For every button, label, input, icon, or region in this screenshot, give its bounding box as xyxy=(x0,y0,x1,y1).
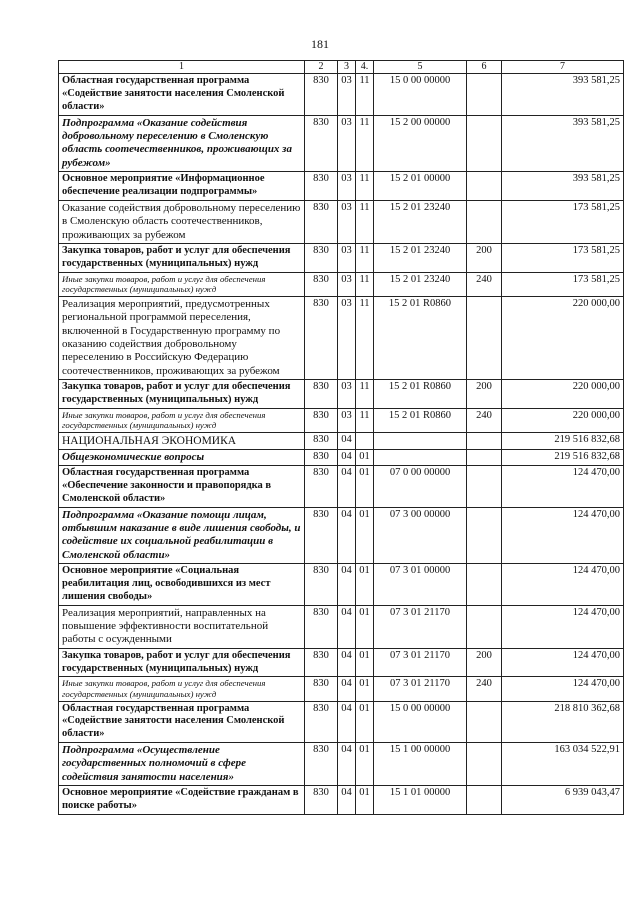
table-row xyxy=(59,172,624,201)
expense-type-cell: 240 xyxy=(467,272,502,296)
admin-code-cell: 830 xyxy=(305,466,338,507)
expense-type-cell: 200 xyxy=(467,648,502,677)
admin-code-cell: 830 xyxy=(305,296,338,379)
row-name-cell: Иные закупки товаров, работ и услуг для обеспечения государственных (муниципальных) нужд xyxy=(59,408,305,432)
expense-type-cell xyxy=(467,200,502,243)
row-name-cell: Закупка товаров, работ и услуг для обеспечения государственных (муниципальных) нужд xyxy=(59,648,305,677)
row-name-cell: Закупка товаров, работ и услуг для обеспечения государственных (муниципальных) нужд xyxy=(59,244,305,273)
table-row xyxy=(59,200,624,243)
subsection-code-cell: 01 xyxy=(356,466,374,507)
table-row xyxy=(59,408,624,432)
section-code-cell: 03 xyxy=(338,244,356,273)
row-name-cell: Основное мероприятие «Информационное обеспечение реализации подпрограммы» xyxy=(59,172,305,201)
header-row xyxy=(59,61,624,74)
expense-type-cell: 200 xyxy=(467,244,502,273)
admin-code-cell: 830 xyxy=(305,272,338,296)
subsection-code-cell: 01 xyxy=(356,701,374,742)
section-code-cell: 03 xyxy=(338,172,356,201)
row-name-cell: Областная государственная программа «Содействие занятости населения Смоленской области» xyxy=(59,74,305,115)
target-article-cell: 15 2 00 00000 xyxy=(374,115,467,172)
amount-cell: 218 810 362,68 xyxy=(502,701,624,742)
admin-code-cell: 830 xyxy=(305,786,338,815)
amount-cell: 173 581,25 xyxy=(502,200,624,243)
budget-table xyxy=(58,60,624,815)
row-name-cell: НАЦИОНАЛЬНАЯ ЭКОНОМИКА xyxy=(59,432,305,449)
admin-code-cell: 830 xyxy=(305,380,338,409)
table-row xyxy=(59,449,624,465)
admin-code-cell: 830 xyxy=(305,74,338,115)
section-code-cell: 03 xyxy=(338,408,356,432)
target-article-cell: 07 3 00 00000 xyxy=(374,507,467,564)
section-code-cell: 03 xyxy=(338,272,356,296)
column-header: 1 xyxy=(59,61,305,74)
subsection-code-cell: 01 xyxy=(356,507,374,564)
expense-type-cell xyxy=(467,564,502,605)
subsection-code-cell: 01 xyxy=(356,648,374,677)
subsection-code-cell: 01 xyxy=(356,564,374,605)
section-code-cell: 03 xyxy=(338,380,356,409)
section-code-cell: 03 xyxy=(338,200,356,243)
amount-cell: 219 516 832,68 xyxy=(502,432,624,449)
amount-cell: 220 000,00 xyxy=(502,380,624,409)
row-name-cell: Подпрограмма «Оказание содействия добровольному переселению в Смоленскую область соотечественников, проживающих за рубежом» xyxy=(59,115,305,172)
admin-code-cell: 830 xyxy=(305,200,338,243)
table-row xyxy=(59,742,624,785)
expense-type-cell: 200 xyxy=(467,380,502,409)
amount-cell: 393 581,25 xyxy=(502,172,624,201)
section-code-cell: 03 xyxy=(338,74,356,115)
subsection-code-cell: 11 xyxy=(356,272,374,296)
section-code-cell: 04 xyxy=(338,449,356,465)
table-row xyxy=(59,244,624,273)
row-name-cell: Подпрограмма «Оказание помощи лицам, отбывшим наказание в виде лишения свободы, и содействие их социальной реабилитации в Смоленской области» xyxy=(59,507,305,564)
amount-cell: 124 470,00 xyxy=(502,648,624,677)
target-article-cell: 07 3 01 00000 xyxy=(374,564,467,605)
subsection-code-cell: 01 xyxy=(356,605,374,648)
subsection-code-cell: 11 xyxy=(356,172,374,201)
target-article-cell xyxy=(374,449,467,465)
section-code-cell: 04 xyxy=(338,648,356,677)
row-name-cell: Общеэкономические вопросы xyxy=(59,449,305,465)
expense-type-cell xyxy=(467,432,502,449)
admin-code-cell: 830 xyxy=(305,244,338,273)
amount-cell: 124 470,00 xyxy=(502,466,624,507)
amount-cell: 124 470,00 xyxy=(502,677,624,701)
row-name-cell: Основное мероприятие «Содействие гражданам в поиске работы» xyxy=(59,786,305,815)
admin-code-cell: 830 xyxy=(305,115,338,172)
row-name-cell: Оказание содействия добровольному переселению в Смоленскую область соотечественников, проживающих за рубежом xyxy=(59,200,305,243)
admin-code-cell: 830 xyxy=(305,449,338,465)
amount-cell: 173 581,25 xyxy=(502,272,624,296)
column-header: 2 xyxy=(305,61,338,74)
amount-cell: 393 581,25 xyxy=(502,115,624,172)
section-code-cell: 04 xyxy=(338,466,356,507)
column-header: 5 xyxy=(374,61,467,74)
table-row xyxy=(59,507,624,564)
row-name-cell: Подпрограмма «Осуществление государственных полномочий в сфере содействия занятости населения» xyxy=(59,742,305,785)
amount-cell: 6 939 043,47 xyxy=(502,786,624,815)
amount-cell: 124 470,00 xyxy=(502,605,624,648)
table-row xyxy=(59,564,624,605)
target-article-cell: 07 0 00 00000 xyxy=(374,466,467,507)
admin-code-cell: 830 xyxy=(305,507,338,564)
subsection-code-cell: 11 xyxy=(356,380,374,409)
section-code-cell: 04 xyxy=(338,677,356,701)
section-code-cell: 04 xyxy=(338,507,356,564)
section-code-cell: 03 xyxy=(338,115,356,172)
target-article-cell: 15 2 01 23240 xyxy=(374,244,467,273)
row-name-cell: Основное мероприятие «Социальная реабилитация лиц, освободившихся из мест лишения свободы» xyxy=(59,564,305,605)
section-code-cell: 03 xyxy=(338,296,356,379)
subsection-code-cell: 11 xyxy=(356,115,374,172)
admin-code-cell: 830 xyxy=(305,432,338,449)
target-article-cell: 15 0 00 00000 xyxy=(374,74,467,115)
section-code-cell: 04 xyxy=(338,701,356,742)
target-article-cell: 15 2 01 R0860 xyxy=(374,408,467,432)
column-header: 7 xyxy=(502,61,624,74)
admin-code-cell: 830 xyxy=(305,701,338,742)
expense-type-cell xyxy=(467,296,502,379)
expense-type-cell xyxy=(467,605,502,648)
expense-type-cell: 240 xyxy=(467,408,502,432)
table-row xyxy=(59,648,624,677)
target-article-cell: 15 2 01 23240 xyxy=(374,272,467,296)
table-row xyxy=(59,380,624,409)
table-row xyxy=(59,74,624,115)
admin-code-cell: 830 xyxy=(305,605,338,648)
table-row xyxy=(59,296,624,379)
expense-type-cell xyxy=(467,115,502,172)
table-row xyxy=(59,701,624,742)
row-name-cell: Иные закупки товаров, работ и услуг для обеспечения государственных (муниципальных) нужд xyxy=(59,677,305,701)
target-article-cell: 15 1 01 00000 xyxy=(374,786,467,815)
table-row xyxy=(59,677,624,701)
table-row xyxy=(59,466,624,507)
amount-cell: 124 470,00 xyxy=(502,507,624,564)
table-row xyxy=(59,786,624,815)
subsection-code-cell: 01 xyxy=(356,677,374,701)
target-article-cell: 15 1 00 00000 xyxy=(374,742,467,785)
amount-cell: 220 000,00 xyxy=(502,296,624,379)
column-header: 3 xyxy=(338,61,356,74)
row-name-cell: Иные закупки товаров, работ и услуг для обеспечения государственных (муниципальных) нужд xyxy=(59,272,305,296)
admin-code-cell: 830 xyxy=(305,742,338,785)
row-name-cell: Областная государственная программа «Обеспечение законности и правопорядка в Смоленской области» xyxy=(59,466,305,507)
target-article-cell: 15 2 01 00000 xyxy=(374,172,467,201)
target-article-cell: 15 0 00 00000 xyxy=(374,701,467,742)
subsection-code-cell: 11 xyxy=(356,408,374,432)
subsection-code-cell: 01 xyxy=(356,449,374,465)
column-header: 6 xyxy=(467,61,502,74)
amount-cell: 220 000,00 xyxy=(502,408,624,432)
row-name-cell: Реализация мероприятий, предусмотренных региональной программой переселения, включенной в Государственную программу по оказанию содействия добровольному переселению в Российскую Федерацию соотечественников, проживающих за рубежом xyxy=(59,296,305,379)
expense-type-cell xyxy=(467,172,502,201)
amount-cell: 393 581,25 xyxy=(502,74,624,115)
expense-type-cell xyxy=(467,449,502,465)
section-code-cell: 04 xyxy=(338,432,356,449)
amount-cell: 124 470,00 xyxy=(502,564,624,605)
table-row xyxy=(59,432,624,449)
amount-cell: 219 516 832,68 xyxy=(502,449,624,465)
column-header: 4. xyxy=(356,61,374,74)
admin-code-cell: 830 xyxy=(305,648,338,677)
subsection-code-cell: 01 xyxy=(356,742,374,785)
target-article-cell: 07 3 01 21170 xyxy=(374,648,467,677)
table-body xyxy=(59,74,624,815)
amount-cell: 173 581,25 xyxy=(502,244,624,273)
subsection-code-cell: 11 xyxy=(356,200,374,243)
subsection-code-cell: 11 xyxy=(356,244,374,273)
expense-type-cell xyxy=(467,466,502,507)
amount-cell: 163 034 522,91 xyxy=(502,742,624,785)
section-code-cell: 04 xyxy=(338,564,356,605)
expense-type-cell xyxy=(467,701,502,742)
expense-type-cell xyxy=(467,786,502,815)
subsection-code-cell: 11 xyxy=(356,296,374,379)
target-article-cell: 07 3 01 21170 xyxy=(374,605,467,648)
table-row xyxy=(59,115,624,172)
expense-type-cell xyxy=(467,507,502,564)
row-name-cell: Реализация мероприятий, направленных на повышение эффективности воспитательной работы с осужденными xyxy=(59,605,305,648)
subsection-code-cell xyxy=(356,432,374,449)
row-name-cell: Областная государственная программа «Содействие занятости населения Смоленской области» xyxy=(59,701,305,742)
row-name-cell: Закупка товаров, работ и услуг для обеспечения государственных (муниципальных) нужд xyxy=(59,380,305,409)
expense-type-cell xyxy=(467,742,502,785)
target-article-cell: 15 2 01 23240 xyxy=(374,200,467,243)
table-row xyxy=(59,605,624,648)
section-code-cell: 04 xyxy=(338,605,356,648)
subsection-code-cell: 01 xyxy=(356,786,374,815)
section-code-cell: 04 xyxy=(338,742,356,785)
table-row xyxy=(59,272,624,296)
target-article-cell: 15 2 01 R0860 xyxy=(374,296,467,379)
target-article-cell: 07 3 01 21170 xyxy=(374,677,467,701)
admin-code-cell: 830 xyxy=(305,677,338,701)
subsection-code-cell: 11 xyxy=(356,74,374,115)
expense-type-cell: 240 xyxy=(467,677,502,701)
admin-code-cell: 830 xyxy=(305,172,338,201)
admin-code-cell: 830 xyxy=(305,564,338,605)
page-number: 181 xyxy=(311,37,329,51)
admin-code-cell: 830 xyxy=(305,408,338,432)
target-article-cell xyxy=(374,432,467,449)
expense-type-cell xyxy=(467,74,502,115)
target-article-cell: 15 2 01 R0860 xyxy=(374,380,467,409)
section-code-cell: 04 xyxy=(338,786,356,815)
